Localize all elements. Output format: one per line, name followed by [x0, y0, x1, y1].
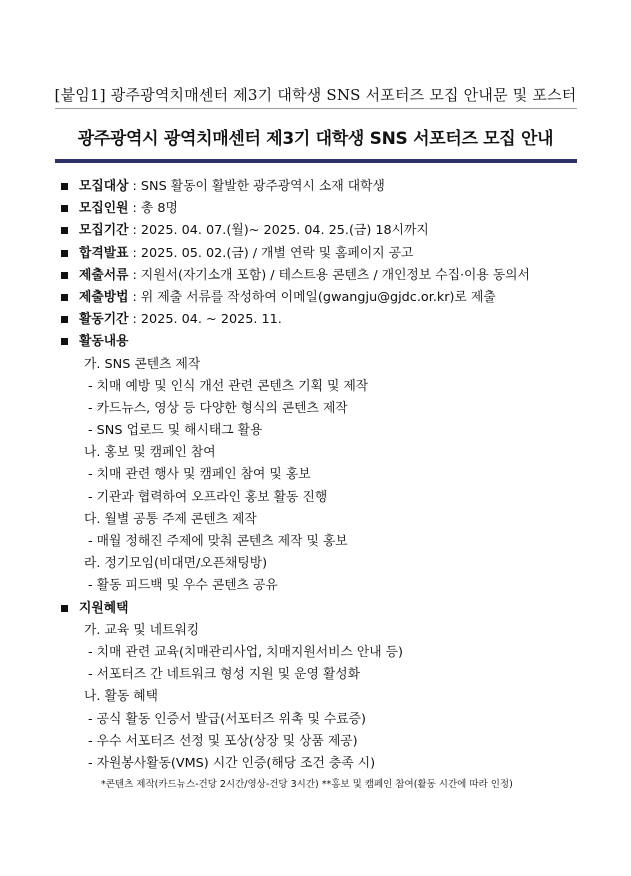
square-bullet-icon — [61, 316, 68, 323]
benefit-item: - 서포터즈 간 네트워크 형성 지원 및 운영 활성화 — [88, 667, 361, 683]
activity-subheading: 가. SNS 콘텐츠 제작 — [84, 356, 201, 372]
square-bullet-icon — [61, 205, 68, 212]
info-separator: : — [128, 179, 141, 194]
info-value: 2025. 05. 02.(금) / 개별 연락 및 홈페이지 공고 — [140, 245, 414, 261]
benefit-footnote: *콘텐츠 제작(카드뉴스-건당 2시간/영상-건당 3시간) **홍보 및 캠페인 참여(활동 시간에 따라 인정) — [101, 779, 513, 791]
info-separator: : — [128, 223, 141, 239]
activity-item: - 치매 예방 및 인식 개선 관련 콘텐츠 기획 및 제작 — [88, 378, 369, 394]
activity-item: - 기관과 협력하여 오프라인 홍보 활동 진행 — [88, 489, 328, 505]
info-separator: : — [128, 289, 141, 305]
info-result-announcement — [0, 243, 631, 265]
section-label: 지원혜택 — [79, 600, 129, 616]
info-value: 지원서(자기소개 포함) / 테스트용 콘텐츠 / 개인정보 수집·이용 동의서 — [140, 267, 530, 283]
title-divider-thick — [55, 159, 577, 163]
benefit-item: - 공식 활동 인증서 발급(서포터즈 위촉 및 수료증) — [88, 711, 366, 727]
square-bullet-icon — [61, 338, 68, 345]
info-label: 모집기간 — [79, 223, 129, 239]
benefit-item: - 우수 서포터즈 선정 및 포상(상장 및 상품 제공) — [88, 733, 358, 749]
benefit-subheading: 나. 활동 혜택 — [84, 689, 159, 705]
info-separator: : — [128, 312, 141, 328]
info-recruit-target — [0, 176, 631, 198]
activity-subheading: 다. 월별 공통 주제 콘텐츠 제작 — [84, 511, 257, 527]
notice-body — [0, 176, 631, 795]
info-recruit-count — [0, 198, 631, 220]
square-bullet-icon — [61, 183, 68, 190]
info-value: SNS 활동이 활발한 광주광역시 소재 대학생 — [140, 179, 385, 194]
info-required-documents — [0, 265, 631, 287]
attachment-title: [붙임1] 광주광역치매센터 제3기 대학생 SNS 서포터즈 모집 안내문 및 포스터 — [54, 86, 577, 104]
info-label: 활동기간 — [79, 312, 129, 328]
info-label: 제출방법 — [79, 289, 129, 305]
title-divider-thin — [55, 108, 577, 109]
info-label: 제출서류 — [79, 267, 129, 283]
benefit-subheading: 가. 교육 및 네트워킹 — [84, 622, 200, 638]
benefit-item: - 치매 관련 교육(치매관리사업, 치매지원서비스 안내 등) — [88, 644, 404, 660]
info-separator: : — [128, 245, 141, 261]
section-label: 활동내용 — [79, 334, 129, 350]
info-label: 합격발표 — [79, 245, 129, 261]
info-separator: : — [128, 267, 141, 283]
square-bullet-icon — [61, 250, 68, 257]
benefits-heading — [0, 598, 631, 620]
activity-item: - 활동 피드백 및 우수 콘텐츠 공유 — [88, 578, 278, 594]
activities-heading — [0, 331, 631, 353]
info-submission-method — [0, 287, 631, 309]
square-bullet-icon — [61, 605, 68, 612]
info-value: 총 8명 — [140, 201, 178, 217]
activity-item: - 치매 관련 행사 및 캠페인 참여 및 홍보 — [88, 467, 311, 483]
activity-item: - 카드뉴스, 영상 등 다양한 형식의 콘텐츠 제작 — [88, 400, 348, 416]
page-title: 광주광역시 광역치매센터 제3기 대학생 SNS 서포터즈 모집 안내 — [77, 129, 554, 149]
square-bullet-icon — [61, 294, 68, 301]
info-recruit-period — [0, 220, 631, 242]
info-activity-period — [0, 309, 631, 331]
info-value: 2025. 04. ~ 2025. 11. — [140, 312, 282, 328]
square-bullet-icon — [61, 272, 68, 279]
activity-subheading: 라. 정기모임(비대면/오픈채팅방) — [84, 556, 268, 572]
info-separator: : — [128, 201, 141, 217]
benefit-item: - 자원봉사활동(VMS) 시간 인증(해당 조건 충족 시) — [88, 755, 376, 771]
activity-item: - 매월 정해진 주제에 맞춰 콘텐츠 제작 및 홍보 — [88, 534, 348, 549]
info-value: 2025. 04. 07.(월)~ 2025. 04. 25.(금) 18시까지 — [140, 223, 429, 239]
square-bullet-icon — [61, 227, 68, 234]
activity-subheading: 나. 홍보 및 캠페인 참여 — [84, 445, 216, 461]
info-value: 위 제출 서류를 작성하여 이메일(gwangju@gjdc.or.kr)로 제출 — [140, 289, 496, 305]
info-label: 모집대상 — [79, 179, 129, 194]
activity-item: - SNS 업로드 및 해시태그 활용 — [88, 423, 263, 439]
info-label: 모집인원 — [79, 201, 129, 217]
